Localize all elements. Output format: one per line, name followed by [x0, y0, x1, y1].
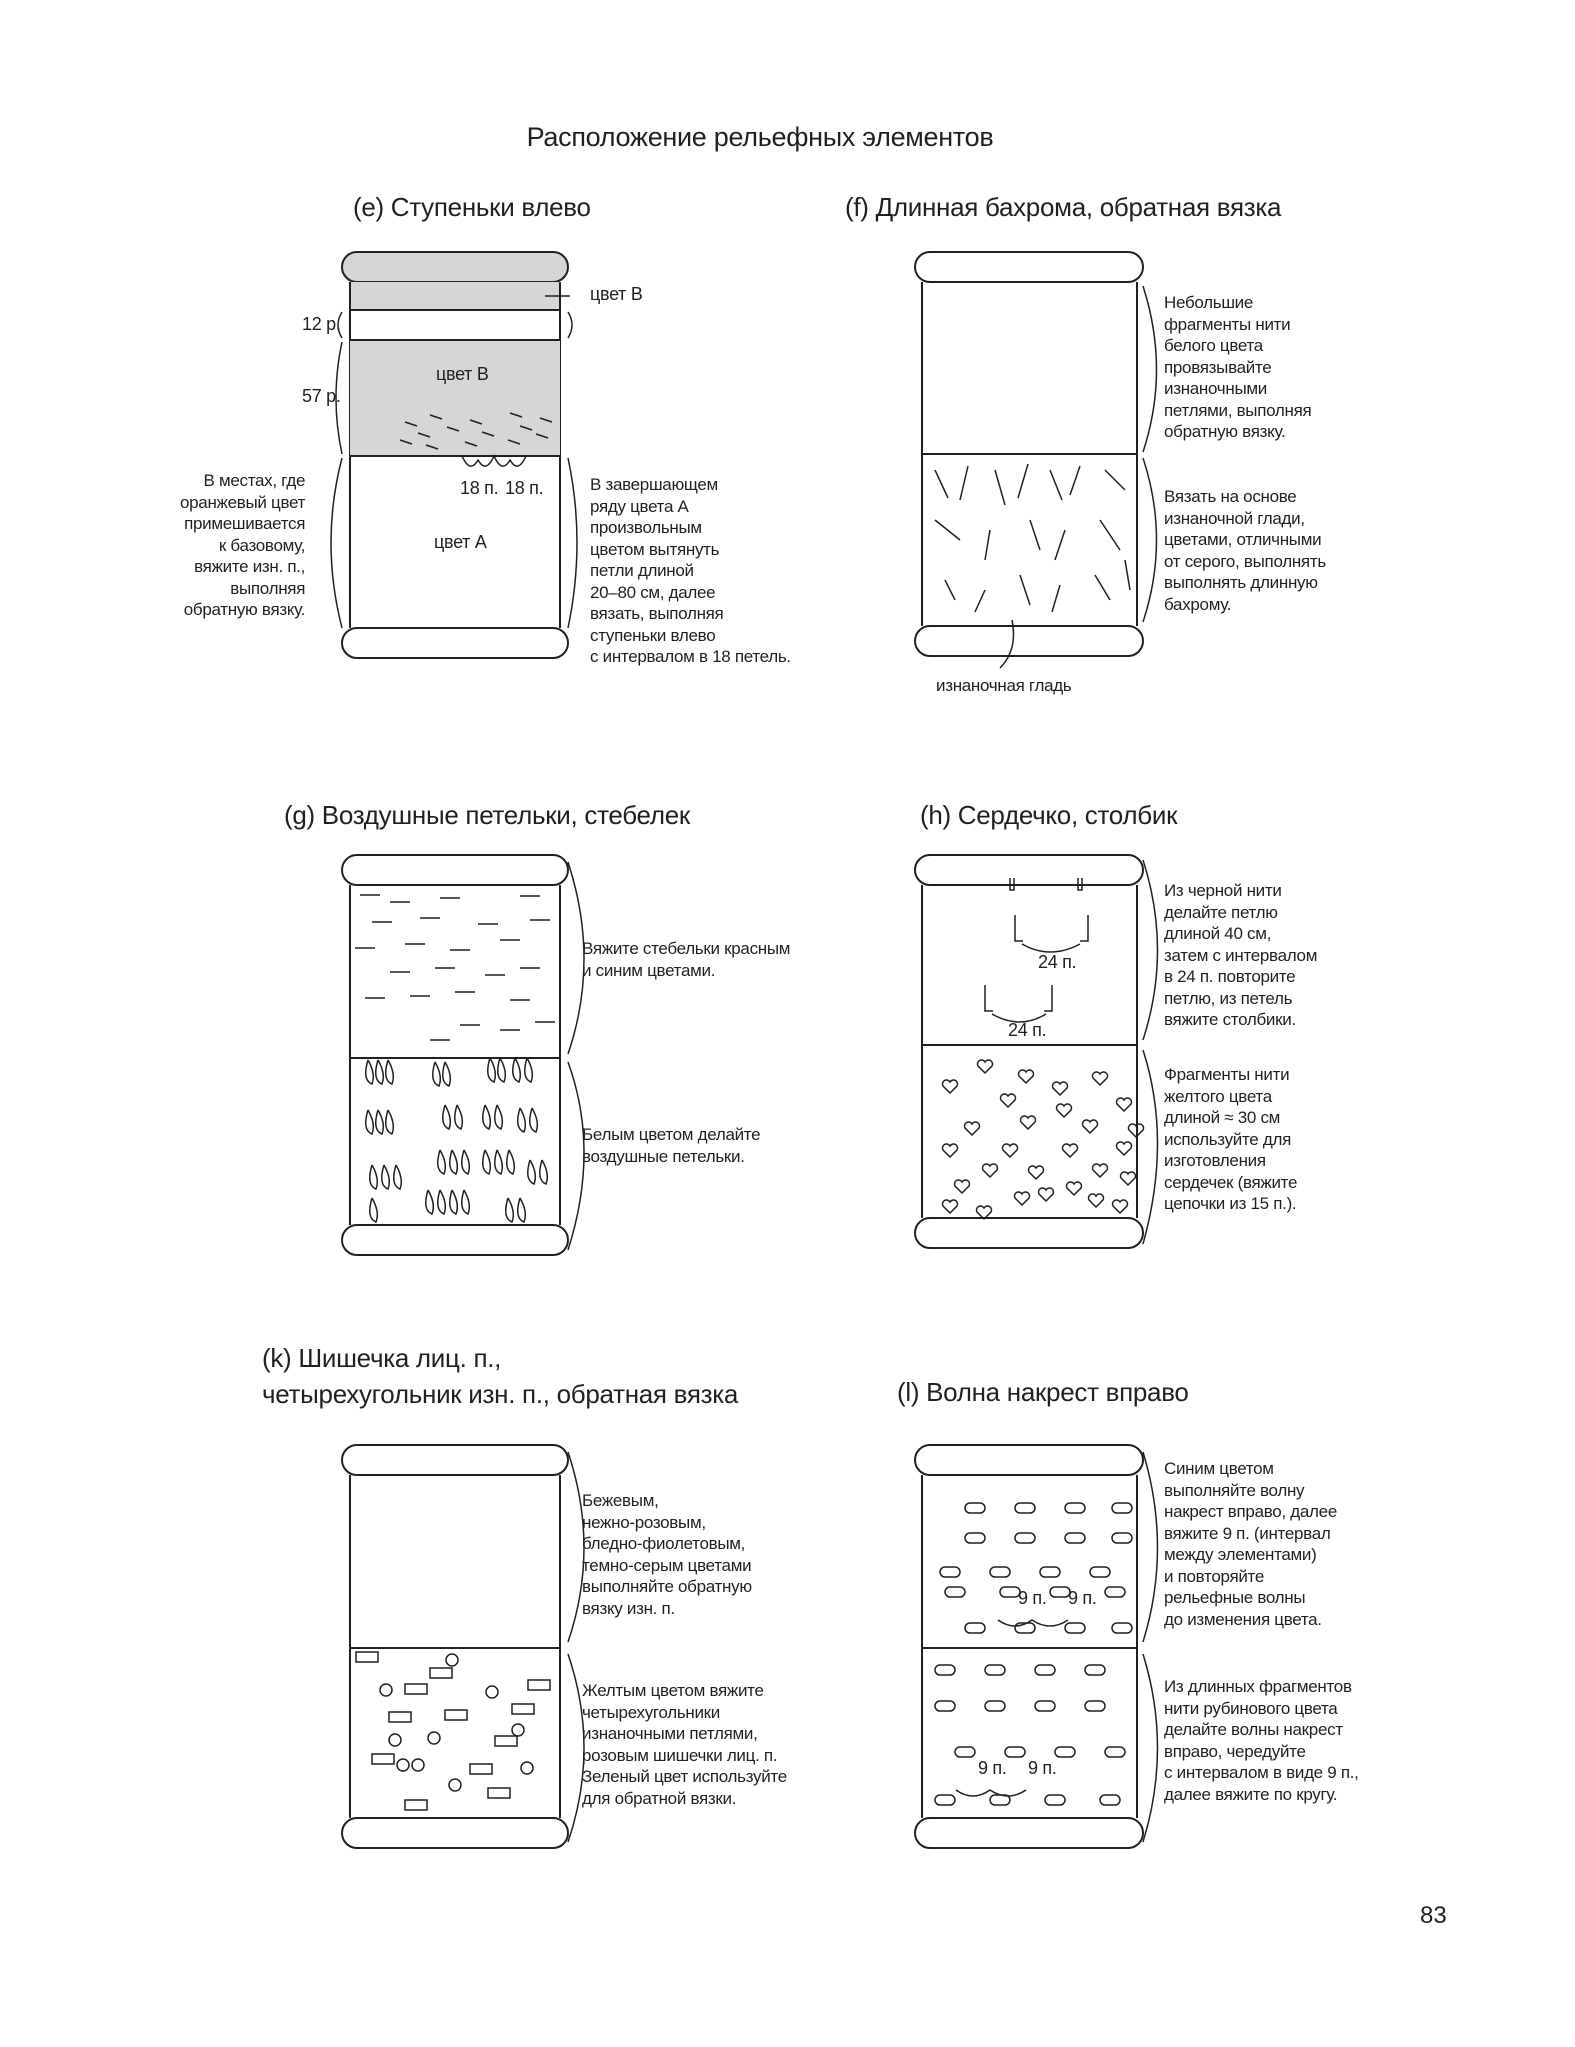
- panel-e-note-right: В завершающем ряду цвета A произвольным цветом вытянуть петли длиной 20–80 см, далее вязать, выполняя ступеньки влево с интервалом в 18 петель.: [590, 475, 791, 666]
- oval-motif: [1065, 1533, 1085, 1543]
- panel-k-note-top: Бежевым, нежно-розовым, бледно-фиолетовым, темно-серым цветами выполняйте обратную вязку изн. п.: [582, 1491, 752, 1618]
- panel-e-rows-57-label: 57 р.: [302, 386, 341, 406]
- oval-motif: [955, 1747, 975, 1757]
- panel-e-stitch-label-2: 18 п.: [505, 478, 544, 498]
- oval-motif: [1105, 1587, 1125, 1597]
- panel-f-title: (f) Длинная бахрома, обратная вязка: [845, 192, 1282, 222]
- panel-l-note-bottom: Из длинных фрагментов нити рубинового цвета делайте волны накрест вправо, чередуйте с интервалом в виде 9 п., далее вяжите по кругу.: [1164, 1677, 1359, 1804]
- oval-motif: [1015, 1503, 1035, 1513]
- oval-motif: [1100, 1795, 1120, 1805]
- oval-motif: [1015, 1533, 1035, 1543]
- panel-l-top-stitch-label-2: 9 п.: [1068, 1588, 1097, 1608]
- page-number: 83: [1420, 1902, 1447, 1929]
- oval-motif: [1045, 1795, 1065, 1805]
- panel-h-stitch-label-1: 24 п.: [1038, 952, 1077, 972]
- panel-f-label-bottom: изнаночная гладь: [936, 676, 1072, 695]
- panel-k-title: (k) Шишечка лиц. п., четырехугольник изн. п., обратная вязка: [262, 1343, 739, 1409]
- oval-motif: [965, 1533, 985, 1543]
- panel-e-rows-12-label: 12 р.: [302, 314, 341, 334]
- oval-motif: [1005, 1747, 1025, 1757]
- oval-motif: [935, 1701, 955, 1711]
- panel-f-note-bottom: Вязать на основе изнаночной глади, цветами, отличными от серого, выполнять выполнять длинную бахрому.: [1164, 487, 1326, 614]
- panel-e-title: (e) Ступеньки влево: [353, 192, 591, 222]
- panel-l-bottom-stitch-label-1: 9 п.: [978, 1758, 1007, 1778]
- panel-k-note-bottom: Желтым цветом вяжите четырехугольники изнаночными петлями, розовым шишечки лиц. п. Зеленый цвет используйте для обратной вязки.: [582, 1681, 787, 1808]
- oval-motif: [1112, 1503, 1132, 1513]
- panel-l-bottom-stitch-label-2: 9 п.: [1028, 1758, 1057, 1778]
- oval-motif: [1000, 1587, 1020, 1597]
- panel-e-color-b-label: цвет B: [436, 364, 489, 384]
- oval-motif: [1050, 1587, 1070, 1597]
- panel-e-color-b-top-label: цвет B: [590, 284, 643, 304]
- panel-h-note-bottom: Фрагменты нити желтого цвета длиной ≈ 30 см используйте для изготовления сердечек (вяжите цепочки из 15 п.).: [1164, 1065, 1298, 1213]
- oval-motif: [1035, 1665, 1055, 1675]
- oval-motif: [1055, 1747, 1075, 1757]
- oval-motif: [1035, 1701, 1055, 1711]
- oval-motif: [1040, 1567, 1060, 1577]
- panel-h-title: (h) Сердечко, столбик: [920, 800, 1178, 830]
- oval-motif: [1085, 1701, 1105, 1711]
- oval-motif: [1090, 1567, 1110, 1577]
- oval-motif: [1112, 1623, 1132, 1633]
- oval-motif: [1105, 1747, 1125, 1757]
- oval-motif: [945, 1587, 965, 1597]
- oval-motif: [1065, 1503, 1085, 1513]
- oval-motif: [1112, 1533, 1132, 1543]
- panel-g-note-bottom: Белым цветом делайте воздушные петельки.: [582, 1125, 761, 1166]
- panel-g-title: (g) Воздушные петельки, стебелек: [284, 800, 690, 830]
- oval-motif: [985, 1665, 1005, 1675]
- panel-e-note-left: В местах, где оранжевый цвет примешивается к базовому, вяжите изн. п., выполняя обратную вязку.: [180, 471, 306, 619]
- oval-motif: [940, 1567, 960, 1577]
- oval-motif: [935, 1795, 955, 1805]
- panel-h-note-top: Из черной нити делайте петлю длиной 40 см, затем с интервалом в 24 п. повторите петлю, из петель вяжите столбики.: [1164, 881, 1318, 1029]
- panel-l-top-stitch-label-1: 9 п.: [1018, 1588, 1047, 1608]
- oval-motif: [965, 1623, 985, 1633]
- oval-motif: [985, 1701, 1005, 1711]
- oval-motif: [965, 1503, 985, 1513]
- panel-h-stitch-label-2: 24 п.: [1008, 1020, 1047, 1040]
- page-title: Расположение рельефных элементов: [526, 122, 994, 152]
- panel-l-note-top: Синим цветом выполняйте волну накрест вправо, далее вяжите 9 п. (интервал между элементами) и повторяйте рельефные волны до изменения цвета.: [1164, 1459, 1337, 1629]
- oval-motif: [935, 1665, 955, 1675]
- panel-g-note-top: Вяжите стебельки красным и синим цветами.: [582, 939, 791, 980]
- panel-e-color-a-label: цвет A: [434, 532, 487, 552]
- panel-f-note-top: Небольшие фрагменты нити белого цвета провязывайте изнаночными петлями, выполняя обратную вязку.: [1164, 293, 1312, 441]
- oval-motif: [1085, 1665, 1105, 1675]
- oval-motif: [1065, 1623, 1085, 1633]
- panel-l-title: (l) Волна накрест вправо: [897, 1377, 1189, 1407]
- oval-motif: [990, 1567, 1010, 1577]
- panel-e-stitch-label-1: 18 п.: [460, 478, 499, 498]
